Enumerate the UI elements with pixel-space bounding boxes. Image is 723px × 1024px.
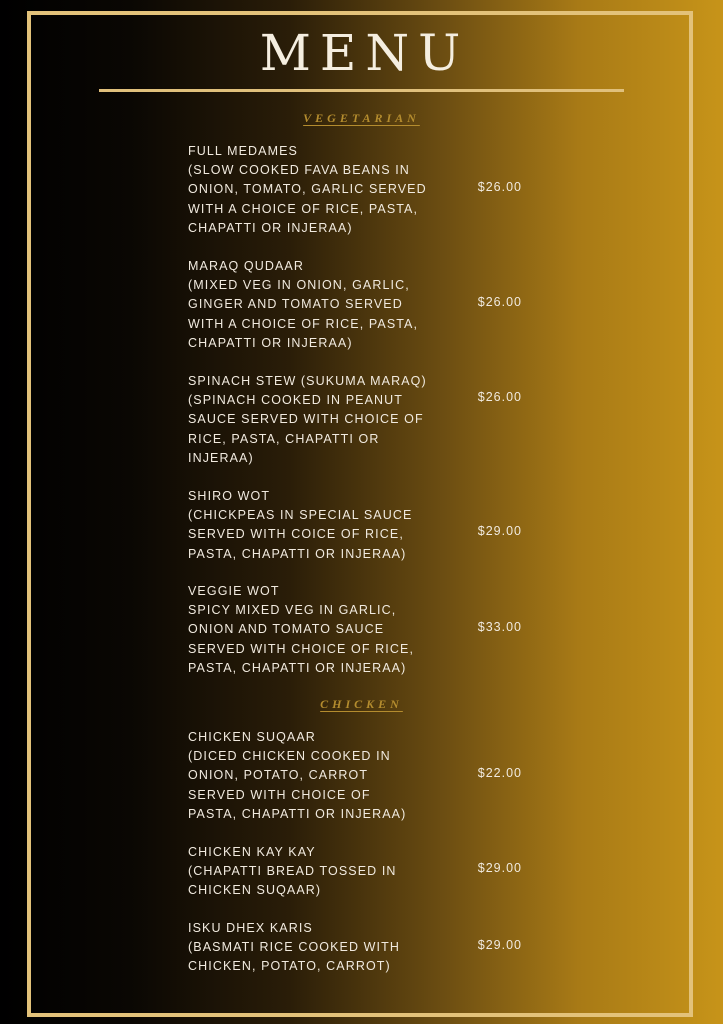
menu-item-name: FULL MEDAMES [188,144,298,158]
menu-item-price: $29.00 [477,938,522,952]
menu-item-price: $33.00 [477,620,522,634]
menu-item-shiro-wot [188,487,528,564]
menu-item-text [188,843,438,901]
menu-item-description: SPICY MIXED VEG IN GARLIC, ONION AND TOMATO SAUCE SERVED WITH CHOICE OF RICE, PASTA, CHAPATTI OR INJERAA) [188,603,415,675]
menu-item-isku-dhex-karis [188,919,528,977]
menu-item-veggie-wot [188,582,528,678]
menu-item-text [188,728,438,824]
page-title: MENU [259,24,470,82]
menu-item-text [188,582,438,678]
menu-item-description: (CHICKPEAS IN SPECIAL SAUCE SERVED WITH COICE OF RICE, PASTA, CHAPATTI OR INJERAA) [188,508,413,561]
menu-item-price: $26.00 [477,390,522,404]
menu-item-price: $29.00 [477,524,522,538]
menu-item-name: MARAQ QUDAAR [188,259,304,273]
menu-item-name: ISKU DHEX KARIS [188,921,313,935]
menu-item-description: (CHAPATTI BREAD TOSSED IN CHICKEN SUQAAR) [188,864,397,898]
section-heading-vegetarian: VEGETARIAN [303,111,420,125]
section-heading-chicken: CHICKEN [320,697,403,711]
menu-item-description: (MIXED VEG IN ONION, GARLIC, GINGER AND TOMATO SERVED WITH A CHOICE OF RICE, PASTA, CHAPATTI OR INJERAA) [188,278,419,350]
menu-item-chicken-suqaar [188,728,528,824]
menu-item-chicken-kay-kay [188,843,528,901]
menu-item-text [188,919,438,977]
title-divider [99,89,624,92]
menu-item-name: SHIRO WOT [188,489,271,503]
menu-item-description: (SPINACH COOKED IN PEANUT SAUCE SERVED WITH CHOICE OF RICE, PASTA, CHAPATTI OR INJERAA) [188,393,424,465]
menu-item-name: CHICKEN SUQAAR [188,730,316,744]
menu-item-text [188,372,448,468]
menu-item-spinach-stew [188,372,528,468]
menu-item-description: (BASMATI RICE COOKED WITH CHICKEN, POTATO, CARROT) [188,940,400,974]
menu-item-price: $29.00 [477,861,522,875]
menu-item-name: SPINACH STEW (SUKUMA MARAQ) [188,374,427,388]
menu-item-price: $26.00 [477,295,522,309]
menu-item-maraq-qudaar [188,257,528,353]
menu-item-name: VEGGIE WOT [188,584,280,598]
menu-item-name: CHICKEN KAY KAY [188,845,316,859]
menu-item-text [188,142,438,238]
menu-item-price: $22.00 [477,766,522,780]
menu-item-text [188,487,438,564]
menu-item-text [188,257,438,353]
menu-item-price: $26.00 [477,180,522,194]
menu-item-description: (DICED CHICKEN COOKED IN ONION, POTATO, CARROT SERVED WITH CHOICE OF PASTA, CHAPATTI OR INJERAA) [188,749,407,821]
menu-item-full-medames [188,142,528,238]
menu-item-description: (SLOW COOKED FAVA BEANS IN ONION, TOMATO, GARLIC SERVED WITH A CHOICE OF RICE, PASTA, CHAPATTI OR INJERAA) [188,163,427,235]
